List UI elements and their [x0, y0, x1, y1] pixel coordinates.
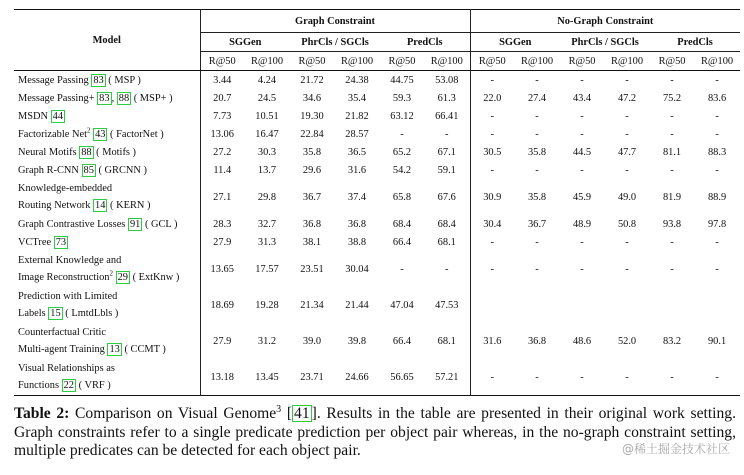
graph-constraint-header: Graph Constraint	[200, 10, 470, 33]
citation-link[interactable]: 83	[99, 92, 110, 104]
value-cell: -	[400, 263, 404, 275]
model-name-cell	[14, 179, 200, 215]
results-table-body	[14, 71, 740, 396]
model-name-cell	[14, 143, 200, 161]
value-cell: 19.30	[300, 110, 324, 122]
value-cell: -	[535, 74, 539, 86]
no-graph-constraint-header: No-Graph Constraint	[470, 10, 740, 33]
table-row	[14, 251, 740, 287]
value-cell: 68.4	[437, 218, 456, 230]
value-cell	[514, 287, 560, 323]
value-cell: 35.8	[302, 146, 322, 158]
caption-citation-link[interactable]: 41	[294, 405, 310, 422]
value-cell: 45.9	[572, 191, 592, 203]
value-cell: -	[670, 263, 674, 275]
value-cell: -	[625, 110, 629, 122]
metric-header: R@100	[610, 55, 644, 67]
citation-link[interactable]: 22	[63, 380, 74, 391]
value-cell: -	[670, 74, 674, 86]
value-cell: 52.0	[617, 335, 637, 347]
value-cell: 21.44	[345, 299, 369, 311]
citation-link[interactable]: 91	[129, 218, 141, 230]
model-name-cell	[14, 215, 200, 233]
table-row	[14, 107, 740, 125]
value-cell: 30.4	[470, 215, 514, 233]
value-cell: 47.7	[617, 146, 637, 158]
caption-label: Table 2:	[14, 405, 70, 422]
value-cell: 54.2	[392, 164, 412, 176]
metric-header: R@100	[250, 55, 284, 67]
value-cell: 66.4	[392, 335, 412, 347]
table-row	[14, 233, 740, 251]
value-cell: -	[470, 233, 514, 251]
superscript: 2	[86, 126, 91, 135]
value-cell: 47.04	[390, 299, 414, 311]
value-cell: 27.9	[200, 233, 244, 251]
value-cell: 10.51	[255, 110, 279, 122]
value-cell: 7.73	[200, 107, 244, 125]
value-cell: -	[535, 263, 539, 275]
model-name-cell	[14, 251, 200, 287]
value-cell: -	[625, 371, 629, 383]
metric-header: R@100	[340, 55, 374, 67]
value-cell: -	[580, 74, 584, 86]
citation-link[interactable]: 14	[95, 200, 106, 211]
value-cell: -	[535, 236, 539, 248]
metric-header: R@50	[568, 55, 596, 67]
model-name-line: Message Passing+ 83 , 88 ( MSP+ )	[18, 92, 173, 104]
value-cell: 49.0	[617, 191, 637, 203]
value-cell: 37.4	[347, 191, 367, 203]
value-cell: -	[715, 128, 719, 140]
value-cell: 23.71	[300, 371, 324, 383]
value-cell: 56.65	[390, 371, 414, 383]
table-row	[14, 179, 740, 215]
citation-link[interactable]: 15	[50, 308, 61, 319]
value-cell: 93.8	[662, 218, 682, 230]
value-cell: -	[670, 110, 674, 122]
value-cell: 32.7	[257, 218, 277, 230]
value-cell: 44.75	[390, 74, 414, 86]
value-cell: 3.44	[200, 71, 244, 90]
value-cell: 30.04	[345, 263, 369, 275]
value-cell: -	[400, 128, 404, 140]
model-name-line: External Knowledge and	[18, 255, 122, 266]
value-cell: 13.18	[200, 359, 244, 396]
value-cell: 83.2	[662, 335, 682, 347]
metric-header: R@50	[388, 55, 416, 67]
model-name-line: Message Passing 83 ( MSP )	[18, 74, 141, 86]
model-name-cell	[14, 323, 200, 359]
value-cell: 38.8	[347, 236, 367, 248]
value-cell: -	[715, 371, 719, 383]
value-cell: 27.1	[200, 179, 244, 215]
value-cell: -	[715, 263, 719, 275]
table-row	[14, 323, 740, 359]
value-cell: -	[625, 164, 629, 176]
caption-superscript: 3	[276, 403, 282, 415]
value-cell: -	[580, 371, 584, 383]
model-name-line: Labels 15 ( LmtdLbls )	[18, 308, 119, 319]
model-name-line: Visual Relationships as	[18, 363, 115, 374]
value-cell: -	[535, 110, 539, 122]
value-cell: 68.1	[437, 236, 456, 248]
value-cell: 18.69	[200, 287, 244, 323]
citation-link[interactable]: 43	[95, 128, 106, 140]
value-cell: 24.38	[345, 74, 369, 86]
value-cell: 13.65	[200, 251, 244, 287]
value-cell: 29.8	[257, 191, 277, 203]
value-cell	[470, 287, 514, 323]
task-header: SGGen	[200, 33, 290, 52]
value-cell: 63.12	[390, 110, 414, 122]
metric-header: R@50	[658, 55, 686, 67]
citation-link[interactable]: 88	[81, 146, 92, 158]
table-row	[14, 125, 740, 143]
table-row	[14, 161, 740, 179]
metric-header: R@50	[298, 55, 326, 67]
value-cell: 23.51	[300, 263, 324, 275]
value-cell: -	[470, 161, 514, 179]
value-cell: 39.8	[347, 335, 367, 347]
value-cell: 75.2	[662, 92, 682, 104]
model-name-cell	[14, 107, 200, 125]
value-cell: 65.8	[392, 191, 412, 203]
value-cell: 27.2	[200, 143, 244, 161]
value-cell: 50.8	[617, 218, 637, 230]
value-cell: 48.9	[572, 218, 592, 230]
value-cell: 47.53	[435, 299, 459, 311]
table-row	[14, 287, 740, 323]
task-header: PhrCls / SGCls	[290, 33, 380, 52]
value-cell: 27.9	[200, 323, 244, 359]
value-cell: 47.2	[617, 92, 637, 104]
value-cell: 68.4	[392, 218, 412, 230]
value-cell: 34.6	[302, 92, 322, 104]
value-cell: -	[715, 164, 719, 176]
value-cell: 90.1	[707, 335, 727, 347]
value-cell: 21.82	[345, 110, 369, 122]
value-cell: 43.4	[572, 92, 592, 104]
value-cell: -	[445, 263, 449, 275]
value-cell: 88.9	[707, 191, 727, 203]
value-cell: 67.6	[437, 191, 456, 203]
citation-link[interactable]: 29	[117, 272, 128, 283]
caption-text-body: . Results in the table are presented in their original work setting. Graph constraints refer to a single predicate prediction per object pair whereas, in the no-graph constraint setting, multiple predicates can be detected for each object pair.	[14, 405, 736, 459]
value-cell: 44.5	[572, 146, 592, 158]
table-row	[14, 71, 740, 90]
citation-link[interactable]: 83	[93, 74, 104, 86]
value-cell: 68.1	[437, 335, 456, 347]
value-cell: -	[470, 71, 514, 90]
task-header: PredCls	[380, 33, 470, 52]
value-cell: 66.41	[435, 110, 459, 122]
value-cell: 27.4	[527, 92, 547, 104]
value-cell: -	[715, 236, 719, 248]
value-cell: 66.4	[392, 236, 412, 248]
value-cell: -	[625, 128, 629, 140]
value-cell: -	[580, 236, 584, 248]
model-name-line: Graph R-CNN 85 ( GRCNN )	[18, 164, 147, 176]
model-name-line: Knowledge-embedded	[18, 183, 113, 194]
value-cell	[604, 287, 650, 323]
model-name-line: Routing Network 14 ( KERN )	[18, 200, 151, 211]
value-cell: -	[470, 125, 514, 143]
watermark: @稀土掘金技术社区	[621, 442, 730, 456]
citation-link[interactable]: 44	[52, 110, 64, 122]
value-cell: 31.6	[470, 323, 514, 359]
value-cell: -	[670, 236, 674, 248]
model-name-cell	[14, 71, 200, 90]
task-header: SGGen	[470, 33, 560, 52]
value-cell: 28.57	[345, 128, 369, 140]
value-cell: 13.06	[200, 125, 244, 143]
value-cell: 35.4	[347, 92, 367, 104]
task-header: PredCls	[650, 33, 740, 52]
table-row	[14, 143, 740, 161]
value-cell: 29.6	[302, 164, 322, 176]
value-cell: 36.8	[302, 218, 322, 230]
model-name-cell	[14, 287, 200, 323]
value-cell: 30.3	[257, 146, 277, 158]
value-cell: 57.21	[435, 371, 459, 383]
value-cell: -	[535, 371, 539, 383]
value-cell: 17.57	[255, 263, 279, 275]
value-cell	[694, 287, 740, 323]
value-cell: 31.2	[257, 335, 277, 347]
value-cell: 35.8	[527, 146, 547, 158]
value-cell	[560, 287, 604, 323]
value-cell: 48.6	[572, 335, 592, 347]
caption-text-intro: Comparison on Visual Genome	[69, 405, 277, 422]
citation-link[interactable]: 85	[83, 164, 94, 176]
metric-header: R@100	[430, 55, 463, 67]
value-cell: -	[470, 359, 514, 396]
value-cell: -	[625, 74, 629, 86]
citation-link[interactable]: 73	[55, 236, 67, 248]
value-cell: 59.1	[437, 164, 456, 176]
value-cell: 36.5	[347, 146, 367, 158]
value-cell: -	[580, 164, 584, 176]
model-name-line: Functions 22 ( VRF )	[18, 380, 111, 391]
value-cell: 36.7	[527, 218, 547, 230]
value-cell: 30.9	[470, 179, 514, 215]
model-name-line: Image Reconstruction$^2$ 29 ( ExtKnw )	[18, 269, 180, 283]
value-cell: 13.7	[257, 164, 277, 176]
citation-link[interactable]: 88	[118, 92, 130, 104]
value-cell: 19.28	[255, 299, 279, 311]
value-cell: 36.8	[347, 218, 367, 230]
model-header: Model	[14, 10, 200, 71]
metric-header: R@100	[701, 55, 734, 67]
model-name-line: Prediction with Limited	[18, 291, 118, 302]
citation-link[interactable]: 13	[109, 344, 120, 355]
value-cell: -	[580, 128, 584, 140]
table-caption: Table 2: Comparison on Visual Genome$^3$ [ 41 ]. Results in the table are presented in their original work setting. Graph constraints refer to a single predicate prediction per object pair whereas, in the no-graph constraint setting, multiple predicates can be detected for each object pair.	[14, 403, 736, 459]
value-cell: -	[715, 110, 719, 122]
model-name-cell	[14, 89, 200, 107]
value-cell: 59.3	[392, 92, 412, 104]
metric-header: R@50	[470, 52, 514, 71]
value-cell: 38.1	[302, 236, 322, 248]
model-name-line: MSDN 44	[18, 110, 64, 122]
value-cell: -	[535, 164, 539, 176]
value-cell: 22.84	[300, 128, 324, 140]
value-cell: 35.8	[527, 191, 547, 203]
value-cell: -	[445, 128, 449, 140]
value-cell: -	[625, 236, 629, 248]
value-cell: 81.9	[662, 191, 682, 203]
value-cell: 21.34	[300, 299, 324, 311]
value-cell: 31.3	[257, 236, 277, 248]
task-header: PhrCls / SGCls	[560, 33, 650, 52]
value-cell: -	[580, 110, 584, 122]
model-name-cell	[14, 359, 200, 396]
value-cell: 16.47	[255, 128, 279, 140]
model-name-line: Factorizable Net$^2$ 43 ( FactorNet )	[18, 126, 164, 140]
value-cell: 36.7	[302, 191, 322, 203]
value-cell: 83.6	[707, 92, 727, 104]
value-cell: -	[535, 128, 539, 140]
value-cell: -	[470, 251, 514, 287]
value-cell: 53.08	[435, 74, 459, 86]
value-cell: -	[670, 164, 674, 176]
value-cell: 61.3	[437, 92, 456, 104]
table-row	[14, 89, 740, 107]
model-name-cell	[14, 233, 200, 251]
value-cell: -	[715, 74, 719, 86]
value-cell: 97.8	[707, 218, 727, 230]
results-table	[14, 9, 740, 396]
value-cell: -	[470, 107, 514, 125]
value-cell: 81.1	[662, 146, 682, 158]
value-cell: 4.24	[257, 74, 277, 86]
metric-header: R@50	[200, 52, 244, 71]
model-name-line: VCTree 73	[18, 236, 67, 248]
value-cell: -	[580, 263, 584, 275]
value-cell: 22.0	[470, 89, 514, 107]
value-cell	[650, 287, 694, 323]
value-cell: 30.5	[470, 143, 514, 161]
metric-header: R@100	[520, 55, 554, 67]
results-table-container	[14, 9, 734, 396]
value-cell: 13.45	[255, 371, 279, 383]
value-cell: 31.6	[347, 164, 367, 176]
value-cell: -	[670, 371, 674, 383]
model-name-line: Counterfactual Critic	[18, 327, 107, 338]
value-cell: -	[670, 128, 674, 140]
value-cell: 21.72	[300, 74, 324, 86]
superscript: 2	[109, 269, 113, 278]
model-name-line: Graph Contrastive Losses 91 ( GCL )	[18, 218, 178, 230]
value-cell: 28.3	[200, 215, 244, 233]
value-cell: 88.3	[707, 146, 727, 158]
value-cell: 67.1	[437, 146, 456, 158]
value-cell: 11.4	[200, 161, 244, 179]
model-name-cell	[14, 125, 200, 143]
value-cell: 24.66	[345, 371, 369, 383]
table-row	[14, 359, 740, 396]
value-cell: 20.7	[200, 89, 244, 107]
value-cell: 24.5	[257, 92, 277, 104]
model-name-line: Neural Motifs 88 ( Motifs )	[18, 146, 137, 158]
value-cell: 36.8	[527, 335, 547, 347]
model-name-line: Multi-agent Training 13 ( CCMT )	[18, 344, 166, 355]
table-row	[14, 215, 740, 233]
value-cell: 65.2	[392, 146, 412, 158]
value-cell: 39.0	[302, 335, 322, 347]
model-name-cell	[14, 161, 200, 179]
value-cell: -	[625, 263, 629, 275]
